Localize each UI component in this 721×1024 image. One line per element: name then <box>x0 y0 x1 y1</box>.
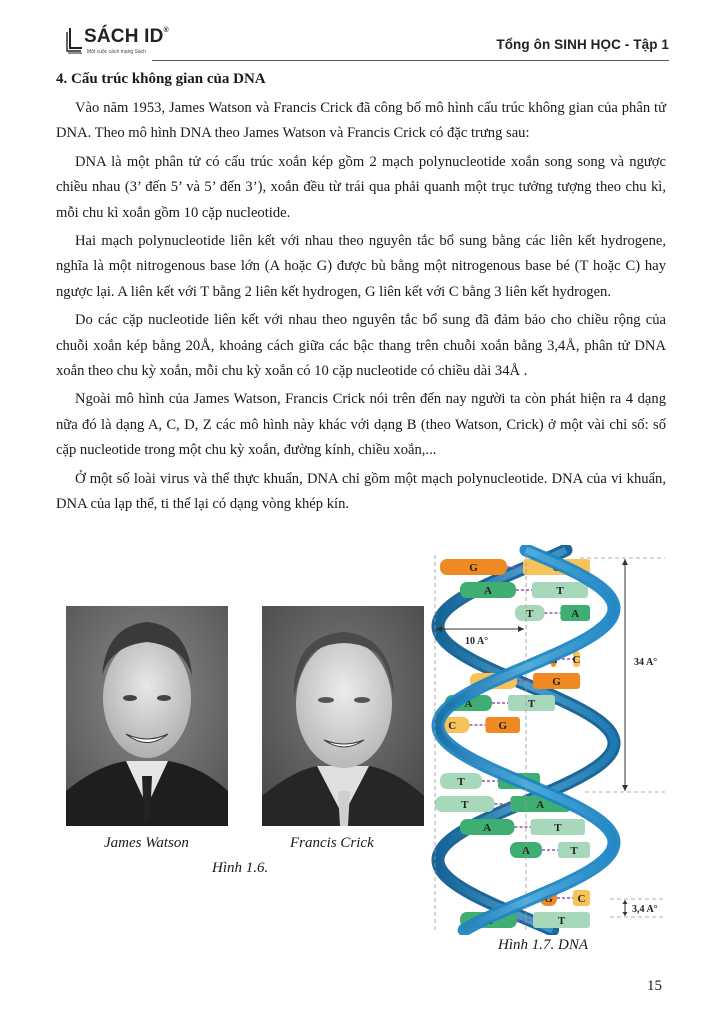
base-label: G <box>544 893 553 905</box>
base-pair <box>460 582 588 598</box>
book-logo-icon <box>66 26 84 54</box>
base-label: C <box>552 562 561 574</box>
base-label: C <box>572 654 581 666</box>
book-title: Tổng ôn SINH HỌC - Tập 1 <box>496 37 669 52</box>
base-label: A <box>571 608 580 620</box>
base-label: A <box>484 915 493 927</box>
base-pair <box>435 717 520 733</box>
base-label: T <box>457 776 465 788</box>
dna-double-helix-diagram <box>420 545 680 935</box>
base-label: C <box>577 893 586 905</box>
base-label: A <box>484 585 492 597</box>
paragraph: Vào năm 1953, James Watson và Francis Crick đã công bố mô hình cấu trúc không gian của phân tử DNA. Theo mô hình DNA theo James Watson và Francis Crick có đặc trưng sau: <box>56 100 666 142</box>
base-label: T <box>556 585 564 597</box>
figure-1-7-dna <box>420 545 680 965</box>
base-label: A <box>483 822 492 834</box>
base-label: T <box>554 822 562 834</box>
section-title: 4. Cấu trúc không gian của DNA <box>56 71 266 87</box>
base-label: C <box>489 676 498 688</box>
base-label: A <box>522 845 530 857</box>
base-label: C <box>448 720 457 732</box>
pitch-label: 34 A° <box>634 657 658 668</box>
paragraph: DNA là một phân tử có cấu trúc xoắn kép gồm 2 mạch polynucleotide xoắn song song và ngược chiều nhau (3’ đến 5’ và 5’ đến 3’), xoắn đều từ trái qua phải quanh một trục tưởng tượng theo chu kì, mỗi chu kì xoắn gồm 10 cặp nucleotide. <box>56 153 666 221</box>
base-label: G <box>552 676 561 688</box>
caption-james-watson: James Watson <box>104 835 189 851</box>
base-label: T <box>557 915 566 927</box>
base-label: T <box>570 845 578 857</box>
publisher-logo <box>66 26 176 58</box>
base-label: T <box>461 799 469 811</box>
figure-1-6 <box>66 606 436 886</box>
rise-label: 3,4 A° <box>632 904 658 915</box>
logo-name: SÁCH ID <box>84 26 164 47</box>
base-label: A <box>536 799 545 811</box>
paragraph: Hai mạch polynucleotide liên kết với nhau theo nguyên tắc bổ sung bằng các liên kết hydrogene, nghĩa là một nitrogenous base lớn (A hoặc G) được bù bằng một nitrogenous base bé (T hoặc C) hay ngược lại. A liên kết với T bằng 2 liên kết hydrogen, G liên kết với C bằng 3 liên kết hydrogen. <box>56 233 666 300</box>
section-content <box>56 68 666 521</box>
page-header <box>0 0 721 62</box>
base-label: T <box>526 608 534 620</box>
paragraph: Ở một số loài virus và thể thực khuẩn, DNA chỉ gồm một mạch polynucleotide. DNA của vi khuẩn, DNA của lạp thể, ti thể lại có dạng vòng khép kín. <box>56 470 666 513</box>
photo-james-watson <box>66 606 228 826</box>
figure-caption: Hình 1.7. DNA <box>498 937 588 953</box>
logo-tagline: Một cuộc cách mạng Sách <box>87 49 146 55</box>
figure-caption: Hình 1.6. <box>212 860 269 876</box>
page-number: 15 <box>647 978 662 994</box>
paragraph: Ngoài mô hình của James Watson, Francis Crick nói trên đến nay người ta còn phát hiện ra 4 dạng nữa đó là dạng A, C, D, Z các mô hình này khác với dạng B (theo Watson, Crick) ở một vài chỉ số: số cặp nucleotide trong một chu kỳ xoắn, đường kính, chiều xoắn,... <box>56 391 666 459</box>
caption-francis-crick: Francis Crick <box>290 835 374 851</box>
base-label: A <box>515 776 523 788</box>
registered-mark: ® <box>163 27 169 34</box>
paragraph: Do các cặp nucleotide liên kết với nhau theo nguyên tắc bổ sung đã đảm bảo cho chiều rộng của chuỗi xoắn kép bằng 20Å, khoảng cách giữa các bậc thang trên chuỗi xoắn bằng 3,4Å, phân tử DNA xoắn theo chu kỳ xoắn, mỗi chu kỳ xoắn có 10 cặp nucleotide có chiều dài 34Å . <box>56 312 666 380</box>
photo-francis-crick <box>262 606 424 826</box>
radius-label: 10 A° <box>465 636 489 647</box>
header-divider <box>152 60 669 61</box>
base-label: T <box>527 698 536 710</box>
base-label: G <box>469 562 478 574</box>
base-label: G <box>549 654 558 666</box>
base-label: G <box>498 720 508 732</box>
base-pair <box>460 819 585 835</box>
base-label: A <box>464 698 473 710</box>
base-pair <box>510 842 590 858</box>
